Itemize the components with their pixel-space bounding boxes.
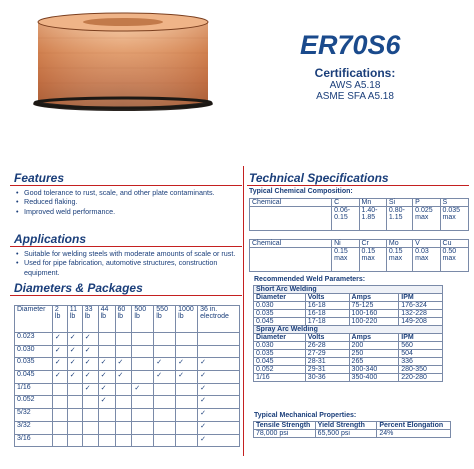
package-check-cell xyxy=(132,358,154,371)
chemical-header: Mn xyxy=(359,199,386,207)
chemical-header: Si xyxy=(386,199,412,207)
percent-elongation-value: 24% xyxy=(377,430,451,438)
diameter-col-header: 36 in. electrode xyxy=(198,306,240,333)
applications-title: Applications xyxy=(14,232,87,246)
features-list xyxy=(14,188,240,216)
package-check-cell: ✓ xyxy=(98,396,115,409)
diameter-cell: 5/32 xyxy=(15,409,53,422)
diameter-col-header: 2 lb xyxy=(52,306,67,333)
package-check-cell: ✓ xyxy=(154,358,176,371)
package-check-cell: ✓ xyxy=(115,358,132,371)
table-row xyxy=(254,310,443,318)
table-row xyxy=(15,371,240,384)
package-check-cell: ✓ xyxy=(198,421,240,434)
package-check-cell xyxy=(154,421,176,434)
certification-asme: ASME SFA A5.18 xyxy=(316,91,394,102)
package-check-cell xyxy=(52,383,67,396)
package-check-cell: ✓ xyxy=(98,358,115,371)
weld-col-header: Volts xyxy=(305,294,349,302)
package-check-cell xyxy=(98,409,115,422)
package-check-cell xyxy=(115,421,132,434)
package-check-cell: ✓ xyxy=(98,383,115,396)
weld-cell: 0.045 xyxy=(254,358,306,366)
applications-rule xyxy=(10,246,242,247)
weld-col-header: IPM xyxy=(399,294,443,302)
package-check-cell xyxy=(115,396,132,409)
weld-cell: 30-36 xyxy=(305,374,349,382)
weld-cell: 28-31 xyxy=(305,358,349,366)
package-check-cell: ✓ xyxy=(176,358,198,371)
applications-list xyxy=(14,249,240,277)
feature-item: • Reduced flaking. xyxy=(14,197,240,206)
chemical-value: 0.025 max xyxy=(413,207,440,231)
package-check-cell xyxy=(67,409,82,422)
package-check-cell: ✓ xyxy=(67,371,82,384)
weld-col-header: Amps xyxy=(349,334,399,342)
chemical-table-1 xyxy=(249,198,469,231)
package-check-cell: ✓ xyxy=(82,333,98,346)
table-row xyxy=(15,396,240,409)
package-check-cell: ✓ xyxy=(52,333,67,346)
weld-col-header: Diameter xyxy=(254,334,306,342)
weld-cell: 100-220 xyxy=(349,318,399,326)
package-check-cell xyxy=(154,333,176,346)
weld-cell: 0.035 xyxy=(254,310,306,318)
package-check-cell xyxy=(154,434,176,447)
package-check-cell xyxy=(82,421,98,434)
features-title: Features xyxy=(14,171,65,185)
table-row xyxy=(15,421,240,434)
package-check-cell xyxy=(176,383,198,396)
table-row xyxy=(254,302,443,310)
package-check-cell: ✓ xyxy=(115,371,132,384)
chemical-composition-title: Typical Chemical Composition: xyxy=(249,188,353,195)
weld-cell: 200 xyxy=(349,342,399,350)
technical-title: Technical Specifications xyxy=(249,171,389,185)
technical-rule xyxy=(247,185,469,186)
weld-cell: 560 xyxy=(399,342,443,350)
tensile-strength-value: 78,000 psi xyxy=(254,430,316,438)
package-check-cell: ✓ xyxy=(98,371,115,384)
weld-cell: 26-28 xyxy=(305,342,349,350)
weld-cell: 16-18 xyxy=(305,302,349,310)
package-check-cell xyxy=(98,345,115,358)
package-check-cell: ✓ xyxy=(198,358,240,371)
weld-cell: 250 xyxy=(349,350,399,358)
table-row xyxy=(15,434,240,447)
certifications-title: Certifications: xyxy=(314,66,396,80)
package-check-cell: ✓ xyxy=(198,409,240,422)
chemical-value: 1.40-1.85 xyxy=(359,207,386,231)
diameter-col-header: 1000 lb xyxy=(176,306,198,333)
table-row xyxy=(254,358,443,366)
chemical-value: 0.15 max xyxy=(386,248,412,272)
chemical-header: Chemical xyxy=(250,199,332,207)
package-check-cell xyxy=(52,421,67,434)
package-check-cell xyxy=(115,345,132,358)
chemical-value: 0.06-0.15 xyxy=(332,207,359,231)
package-check-cell xyxy=(132,434,154,447)
product-name: ER70S6 xyxy=(300,30,401,60)
package-check-cell xyxy=(67,396,82,409)
weld-cell: 504 xyxy=(399,350,443,358)
weld-parameters-table xyxy=(253,285,443,382)
table-row xyxy=(254,374,443,382)
diameters-rule xyxy=(10,295,242,296)
mechanical-properties-title: Typical Mechanical Properties: xyxy=(254,412,357,419)
chemical-value: 0.035 max xyxy=(440,207,468,231)
table-row xyxy=(15,383,240,396)
yield-strength-header: Yield Strength xyxy=(315,422,377,430)
package-check-cell xyxy=(132,333,154,346)
weld-cell: 336 xyxy=(399,358,443,366)
weld-cell: 17-18 xyxy=(305,318,349,326)
table-row xyxy=(254,366,443,374)
short-arc-title: Short Arc Welding xyxy=(254,286,443,294)
package-check-cell xyxy=(67,434,82,447)
table-row xyxy=(254,318,443,326)
chemical-header: Cu xyxy=(440,240,468,248)
package-check-cell xyxy=(176,421,198,434)
diameter-cell: 0.023 xyxy=(15,333,53,346)
chemical-header: Mo xyxy=(386,240,412,248)
weld-cell: 0.030 xyxy=(254,302,306,310)
weld-cell: 1/16 xyxy=(254,374,306,382)
package-check-cell: ✓ xyxy=(52,345,67,358)
column-divider xyxy=(243,166,244,456)
weld-col-header: Diameter xyxy=(254,294,306,302)
chemical-value: 0.50 max xyxy=(440,248,468,272)
package-check-cell xyxy=(176,434,198,447)
weld-cell: 280-350 xyxy=(399,366,443,374)
diameter-cell: 3/16 xyxy=(15,434,53,447)
diameter-cell: 1/16 xyxy=(15,383,53,396)
table-row xyxy=(15,333,240,346)
application-item: • Used for pipe fabrication, automotive structures, construction equipment. xyxy=(14,258,240,277)
package-check-cell: ✓ xyxy=(82,358,98,371)
chemical-header: Chemical xyxy=(250,240,332,248)
weld-col-header: IPM xyxy=(399,334,443,342)
package-check-cell: ✓ xyxy=(154,371,176,384)
package-check-cell xyxy=(82,409,98,422)
weld-cell: 29-31 xyxy=(305,366,349,374)
spray-arc-title: Spray Arc Welding xyxy=(254,326,443,334)
package-check-cell xyxy=(67,421,82,434)
diameter-cell: 0.035 xyxy=(15,358,53,371)
package-check-cell: ✓ xyxy=(176,371,198,384)
package-check-cell xyxy=(176,333,198,346)
table-row xyxy=(15,345,240,358)
package-check-cell xyxy=(198,345,240,358)
package-check-cell xyxy=(132,371,154,384)
percent-elongation-header: Percent Elongation xyxy=(377,422,451,430)
tensile-strength-header: Tensile Strength xyxy=(254,422,316,430)
weld-cell: 27-29 xyxy=(305,350,349,358)
weld-cell: 132-228 xyxy=(399,310,443,318)
feature-item: • Good tolerance to rust, scale, and other plate contaminants. xyxy=(14,188,240,197)
package-check-cell xyxy=(132,345,154,358)
package-check-cell: ✓ xyxy=(82,383,98,396)
chemical-value xyxy=(250,248,332,272)
package-check-cell xyxy=(115,383,132,396)
package-check-cell xyxy=(52,396,67,409)
diameter-col-header: 11 lb xyxy=(67,306,82,333)
diameter-col-header: 550 lb xyxy=(154,306,176,333)
diameters-title: Diameters & Packages xyxy=(14,281,143,295)
chemical-header: Cr xyxy=(359,240,386,248)
package-check-cell xyxy=(154,383,176,396)
weld-cell: 75-125 xyxy=(349,302,399,310)
package-check-cell xyxy=(198,333,240,346)
package-check-cell: ✓ xyxy=(52,358,67,371)
mechanical-properties-table xyxy=(253,421,451,438)
diameter-col-header: 33 lb xyxy=(82,306,98,333)
table-row xyxy=(254,342,443,350)
weld-cell: 100-160 xyxy=(349,310,399,318)
diameter-cell: 0.030 xyxy=(15,345,53,358)
chemical-value: 0.15 max xyxy=(332,248,359,272)
diameters-table xyxy=(14,305,240,447)
package-check-cell xyxy=(176,396,198,409)
weld-cell: 350-400 xyxy=(349,374,399,382)
chemical-header: P xyxy=(413,199,440,207)
package-check-cell xyxy=(176,345,198,358)
diameter-col-header: 500 lb xyxy=(132,306,154,333)
package-check-cell: ✓ xyxy=(132,383,154,396)
weld-cell: 176-324 xyxy=(399,302,443,310)
weld-cell: 0.045 xyxy=(254,318,306,326)
table-row xyxy=(15,358,240,371)
package-check-cell: ✓ xyxy=(67,358,82,371)
package-check-cell xyxy=(115,333,132,346)
yield-strength-value: 65,500 psi xyxy=(315,430,377,438)
chemical-table-2 xyxy=(249,239,469,272)
package-check-cell: ✓ xyxy=(198,371,240,384)
package-check-cell: ✓ xyxy=(82,371,98,384)
weld-cell: 0.052 xyxy=(254,366,306,374)
chemical-header: V xyxy=(413,240,440,248)
package-check-cell xyxy=(98,434,115,447)
application-item: • Suitable for welding steels with moderate amounts of scale or rust. xyxy=(14,249,240,258)
features-rule xyxy=(10,185,242,186)
package-check-cell xyxy=(98,421,115,434)
chemical-header: S xyxy=(440,199,468,207)
chemical-header: C xyxy=(332,199,359,207)
package-check-cell xyxy=(82,434,98,447)
package-check-cell xyxy=(52,434,67,447)
weld-cell: 265 xyxy=(349,358,399,366)
package-check-cell: ✓ xyxy=(198,383,240,396)
weld-cell: 300-340 xyxy=(349,366,399,374)
weld-col-header: Amps xyxy=(349,294,399,302)
chemical-value: 0.03 max xyxy=(413,248,440,272)
package-check-cell xyxy=(132,409,154,422)
weld-cell: 149-208 xyxy=(399,318,443,326)
diameter-cell: 0.052 xyxy=(15,396,53,409)
package-check-cell: ✓ xyxy=(52,371,67,384)
wire-spool-image xyxy=(28,8,218,112)
diameter-col-header: 60 lb xyxy=(115,306,132,333)
weld-cell: 16-18 xyxy=(305,310,349,318)
package-check-cell: ✓ xyxy=(82,345,98,358)
package-check-cell xyxy=(132,421,154,434)
chemical-value: 0.15 max xyxy=(359,248,386,272)
package-check-cell: ✓ xyxy=(198,434,240,447)
feature-item: • Improved weld performance. xyxy=(14,207,240,216)
weld-cell: 0.035 xyxy=(254,350,306,358)
weld-cell: 220-280 xyxy=(399,374,443,382)
certifications-block xyxy=(300,66,410,102)
diameter-col-header: Diameter xyxy=(15,306,53,333)
package-check-cell xyxy=(132,396,154,409)
certification-aws: AWS A5.18 xyxy=(329,80,381,91)
package-check-cell xyxy=(52,409,67,422)
package-check-cell xyxy=(98,333,115,346)
table-row xyxy=(254,350,443,358)
weld-cell: 0.030 xyxy=(254,342,306,350)
diameter-cell: 0.045 xyxy=(15,371,53,384)
diameter-cell: 3/32 xyxy=(15,421,53,434)
package-check-cell xyxy=(82,396,98,409)
chemical-value: 0.80-1.15 xyxy=(386,207,412,231)
weld-col-header: Volts xyxy=(305,334,349,342)
chemical-header: Ni xyxy=(332,240,359,248)
package-check-cell xyxy=(154,345,176,358)
package-check-cell: ✓ xyxy=(67,345,82,358)
package-check-cell xyxy=(154,396,176,409)
package-check-cell xyxy=(176,409,198,422)
chemical-value xyxy=(250,207,332,231)
package-check-cell xyxy=(154,409,176,422)
weld-parameters-title: Recommended Weld Parameters: xyxy=(254,276,366,283)
package-check-cell: ✓ xyxy=(67,333,82,346)
diameter-col-header: 44 lb xyxy=(98,306,115,333)
package-check-cell xyxy=(115,409,132,422)
table-row xyxy=(15,409,240,422)
package-check-cell: ✓ xyxy=(198,396,240,409)
package-check-cell xyxy=(67,383,82,396)
package-check-cell xyxy=(115,434,132,447)
